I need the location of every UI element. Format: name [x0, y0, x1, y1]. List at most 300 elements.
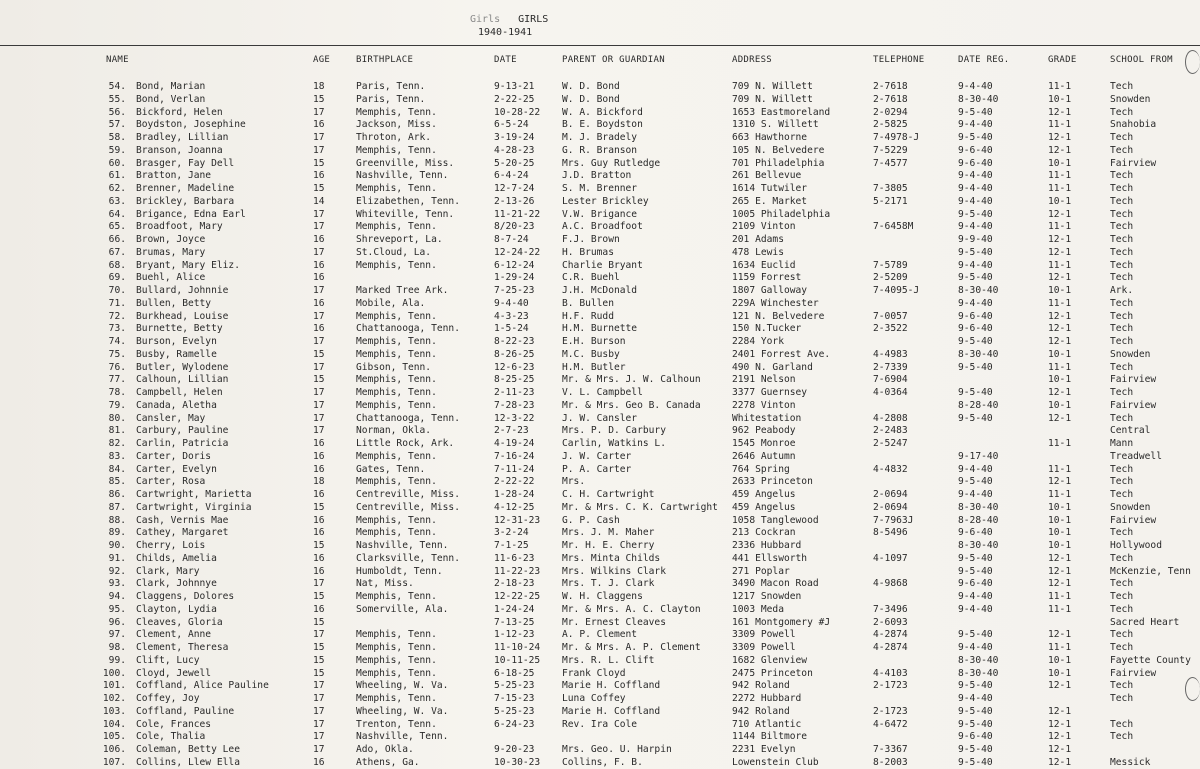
student-age: 16: [313, 234, 325, 245]
parent-guardian: Collins, F. B.: [562, 756, 643, 768]
student-age: 16: [313, 259, 325, 271]
school-from: Tech: [1110, 246, 1134, 258]
student-age: 17: [313, 361, 325, 373]
birth-date: 6-4-24: [494, 170, 529, 182]
student-age: 17: [313, 412, 325, 424]
table-row: [0, 743, 1200, 756]
col-school-header: SCHOOL FROM: [1110, 55, 1173, 65]
telephone: 2-5825: [873, 119, 908, 131]
grade: 12-1: [1048, 246, 1072, 258]
date-registered: 9-6-40: [958, 527, 993, 539]
student-name: Clayton, Lydia: [136, 603, 217, 615]
parent-guardian: Carlin, Watkins L.: [562, 438, 666, 449]
table-row: [0, 208, 1200, 221]
birthplace: Memphis, Tenn.: [356, 591, 437, 602]
parent-guardian: Mrs. T. J. Clark: [562, 578, 655, 590]
birth-date: 5-20-25: [494, 157, 535, 169]
margin-bracket: [1185, 50, 1200, 74]
student-name: Busby, Ramelle: [136, 348, 217, 360]
row-number: 101.: [102, 680, 126, 692]
date-registered: 9-5-40: [958, 629, 993, 641]
school-from: Tech: [1110, 731, 1134, 743]
telephone: 5-2171: [873, 195, 908, 207]
parent-guardian: H. Brumas: [562, 246, 614, 258]
parent-guardian: G. P. Cash: [562, 514, 620, 526]
telephone: 7-4095-J: [873, 285, 920, 296]
address: 1058 Tanglewood: [732, 514, 819, 526]
student-age: 18: [313, 476, 325, 488]
birthplace: Memphis, Tenn.: [356, 476, 437, 488]
row-number: 72.: [108, 310, 126, 322]
col-grade-header: GRADE: [1048, 55, 1077, 65]
birthplace: Memphis, Tenn.: [356, 693, 437, 704]
school-from: Fairview: [1110, 667, 1157, 679]
margin-bracket: [1185, 677, 1200, 701]
school-from: Tech: [1110, 591, 1134, 602]
table-row: [0, 616, 1200, 629]
grade: 12-1: [1048, 106, 1072, 118]
birthplace: Trenton, Tenn.: [356, 718, 437, 730]
date-registered: 8-30-40: [958, 667, 999, 679]
student-name: Campbell, Helen: [136, 387, 223, 398]
telephone: 2-6093: [873, 616, 908, 628]
grade: 12-1: [1048, 323, 1072, 335]
row-number: 74.: [108, 336, 126, 347]
birthplace: Memphis, Tenn.: [356, 629, 437, 641]
telephone: 4-6472: [873, 718, 908, 730]
school-from: Tech: [1110, 527, 1134, 539]
birth-date: 4-3-23: [494, 310, 529, 322]
row-number: 84.: [108, 463, 126, 475]
date-registered: 9-5-40: [958, 718, 993, 730]
grade: 11-1: [1048, 642, 1072, 653]
student-name: Childs, Amelia: [136, 552, 217, 564]
table-row: [0, 169, 1200, 182]
school-from: Snowden: [1110, 348, 1151, 360]
school-year: 1940-1941: [478, 27, 533, 38]
student-age: 15: [313, 183, 325, 194]
date-registered: 9-5-40: [958, 476, 993, 488]
col-date-header: DATE: [494, 55, 517, 65]
birth-date: 8/20-23: [494, 221, 535, 233]
table-row: [0, 106, 1200, 119]
student-name: Boydston, Josephine: [136, 119, 246, 131]
address: 1634 Euclid: [732, 259, 796, 271]
parent-guardian: M.C. Busby: [562, 348, 620, 360]
student-name: Branson, Joanna: [136, 144, 223, 156]
address: 478 Lewis: [732, 246, 784, 258]
grade: 10-1: [1048, 540, 1072, 551]
row-number: 89.: [108, 527, 126, 539]
parent-guardian: B. Bullen: [562, 297, 614, 309]
school-from: Hollywood: [1110, 540, 1162, 551]
student-name: Brickley, Barbara: [136, 195, 235, 207]
date-registered: 9-6-40: [958, 731, 993, 743]
student-name: Cansler, May: [136, 412, 206, 424]
telephone: 4-9868: [873, 578, 908, 590]
parent-guardian: Mrs. R. L. Clift: [562, 654, 655, 666]
telephone: 7-3496: [873, 603, 908, 615]
telephone: 7-5229: [873, 144, 908, 156]
table-row: [0, 654, 1200, 667]
student-name: Burkhead, Louise: [136, 310, 229, 322]
address: 709 N. Willett: [732, 93, 813, 105]
table-row: [0, 488, 1200, 501]
birthplace: Nashville, Tenn.: [356, 540, 449, 551]
student-age: 16: [313, 565, 325, 577]
school-from: Tech: [1110, 489, 1134, 500]
grade: 11-1: [1048, 170, 1072, 182]
school-from: Fairview: [1110, 157, 1157, 169]
table-row: [0, 386, 1200, 399]
date-registered: 8-30-40: [958, 501, 999, 513]
address: 1217 Snowden: [732, 591, 802, 602]
address: 942 Roland: [732, 680, 790, 692]
parent-guardian: H.M. Burnette: [562, 323, 638, 335]
parent-guardian: Charlie Bryant: [562, 259, 643, 271]
student-name: Cloyd, Jewell: [136, 667, 212, 679]
birth-date: 2-13-26: [494, 195, 535, 207]
school-from: Tech: [1110, 629, 1134, 641]
address: 2633 Princeton: [732, 476, 813, 488]
date-registered: 8-28-40: [958, 514, 999, 526]
row-number: 80.: [108, 412, 126, 424]
table-row: [0, 361, 1200, 374]
address: 2475 Princeton: [732, 667, 813, 679]
date-registered: 9-5-40: [958, 680, 993, 692]
birthplace: Memphis, Tenn.: [356, 642, 437, 653]
grade: 11-1: [1048, 603, 1072, 615]
date-registered: 9-4-40: [958, 463, 993, 475]
date-registered: 9-4-40: [958, 603, 993, 615]
birth-date: 9-13-21: [494, 81, 535, 92]
date-registered: 9-5-40: [958, 705, 993, 717]
parent-guardian: B. E. Boydston: [562, 119, 643, 131]
birthplace: Nashville, Tenn.: [356, 170, 449, 182]
student-age: 15: [313, 667, 325, 679]
table-row: [0, 526, 1200, 539]
grade: 12-1: [1048, 718, 1072, 730]
parent-guardian: V. L. Campbell: [562, 387, 643, 398]
birth-date: 6-18-25: [494, 667, 535, 679]
address: 2109 Vinton: [732, 221, 796, 233]
birthplace: Memphis, Tenn.: [356, 387, 437, 398]
student-age: 17: [313, 578, 325, 590]
row-number: 93.: [108, 578, 126, 590]
row-number: 56.: [108, 106, 126, 118]
student-name: Carter, Evelyn: [136, 463, 217, 475]
row-number: 97.: [108, 629, 126, 641]
table-row: [0, 475, 1200, 488]
student-age: 17: [313, 132, 325, 143]
page-title: [470, 14, 548, 25]
school-from: Messick: [1110, 756, 1151, 768]
student-age: 16: [313, 603, 325, 615]
student-name: Brumas, Mary: [136, 246, 206, 258]
parent-guardian: Rev. Ira Cole: [562, 718, 638, 730]
table-row: [0, 182, 1200, 195]
date-registered: 9-6-40: [958, 157, 993, 169]
student-name: Brigance, Edna Earl: [136, 208, 246, 220]
school-from: Snahobia: [1110, 119, 1157, 131]
telephone: 7-0057: [873, 310, 908, 322]
telephone: 7-7963J: [873, 514, 914, 526]
student-name: Bond, Marian: [136, 81, 206, 92]
birthplace: Humboldt, Tenn.: [356, 565, 443, 577]
address: 105 N. Belvedere: [732, 144, 825, 156]
table-row: [0, 246, 1200, 259]
birth-date: 6-24-23: [494, 718, 535, 730]
student-age: 16: [313, 323, 325, 335]
student-age: 16: [313, 272, 325, 284]
student-name: Canada, Aletha: [136, 399, 217, 411]
student-name: Bullard, Johnnie: [136, 285, 229, 296]
parent-guardian: J. W. Carter: [562, 450, 632, 462]
table-row: [0, 539, 1200, 552]
grade: 10-1: [1048, 667, 1072, 679]
birth-date: 12-6-23: [494, 361, 535, 373]
student-name: Cash, Vernis Mae: [136, 514, 229, 526]
row-number: 81.: [108, 425, 126, 437]
parent-guardian: C.R. Buehl: [562, 272, 620, 284]
school-from: Tech: [1110, 718, 1134, 730]
grade: 10-1: [1048, 93, 1072, 105]
table-row: [0, 679, 1200, 692]
birthplace: Gibson, Tenn.: [356, 361, 432, 373]
table-row: [0, 412, 1200, 425]
birthplace: Jackson, Miss.: [356, 119, 437, 131]
table-row: [0, 93, 1200, 106]
address: 1682 Glenview: [732, 654, 808, 666]
school-from: Fairview: [1110, 514, 1157, 526]
birthplace: Memphis, Tenn.: [356, 374, 437, 386]
grade: 12-1: [1048, 336, 1072, 347]
student-name: Carlin, Patricia: [136, 438, 229, 449]
table-row: [0, 399, 1200, 412]
row-number: 87.: [108, 501, 126, 513]
telephone: 2-5209: [873, 272, 908, 284]
grade: 10-1: [1048, 654, 1072, 666]
row-number: 70.: [108, 285, 126, 296]
address: 962 Peabody: [732, 425, 796, 437]
table-row: [0, 705, 1200, 718]
student-age: 17: [313, 425, 325, 437]
table-row: [0, 590, 1200, 603]
date-registered: 9-4-40: [958, 693, 993, 704]
birth-date: 7-16-24: [494, 450, 535, 462]
table-row: [0, 730, 1200, 743]
grade: 12-1: [1048, 310, 1072, 322]
school-from: Tech: [1110, 642, 1134, 653]
birth-date: 12-3-22: [494, 412, 535, 424]
birthplace: Memphis, Tenn.: [356, 654, 437, 666]
grade: 10-1: [1048, 399, 1072, 411]
student-age: 15: [313, 540, 325, 551]
grade: 12-1: [1048, 387, 1072, 398]
birth-date: 12-7-24: [494, 183, 535, 194]
date-registered: 9-9-40: [958, 234, 993, 245]
grade: 12-1: [1048, 680, 1072, 692]
col-age-header: AGE: [313, 55, 331, 65]
parent-guardian: Mr. & Mrs. A. P. Clement: [562, 642, 701, 653]
telephone: 7-5789: [873, 259, 908, 271]
birthplace: Chattanooga, Tenn.: [356, 412, 460, 424]
date-registered: 9-6-40: [958, 144, 993, 156]
telephone: 2-7339: [873, 361, 908, 373]
col-birthplace-header: BIRTHPLACE: [356, 55, 414, 65]
student-age: 15: [313, 157, 325, 169]
telephone: 7-6904: [873, 374, 908, 386]
date-registered: 9-6-40: [958, 578, 993, 590]
school-from: Tech: [1110, 170, 1134, 182]
school-from: Mann: [1110, 438, 1134, 449]
grade: 12-1: [1048, 552, 1072, 564]
birth-date: 9-20-23: [494, 744, 535, 755]
address: 265 E. Market: [732, 195, 808, 207]
table-row: [0, 692, 1200, 705]
row-number: 79.: [108, 399, 126, 411]
grade: 12-1: [1048, 705, 1072, 717]
birthplace: Memphis, Tenn.: [356, 514, 437, 526]
address: 764 Spring: [732, 463, 790, 475]
student-name: Coffey, Joy: [136, 693, 200, 704]
telephone: 4-4103: [873, 667, 908, 679]
birthplace: Wheeling, W. Va.: [356, 680, 449, 692]
birth-date: 8-22-23: [494, 336, 535, 347]
birth-date: 10-28-22: [494, 106, 541, 118]
birthplace: Mobile, Ala.: [356, 297, 426, 309]
school-from: Tech: [1110, 132, 1134, 143]
date-registered: 9-5-40: [958, 106, 993, 118]
row-number: 104.: [102, 718, 126, 730]
row-number: 68.: [108, 259, 126, 271]
parent-guardian: H.F. Rudd: [562, 310, 614, 322]
telephone: 8-5496: [873, 527, 908, 539]
school-from: Tech: [1110, 195, 1134, 207]
date-registered: 9-6-40: [958, 323, 993, 335]
birthplace: Elizabethen, Tenn.: [356, 195, 460, 207]
birthplace: Centreville, Miss.: [356, 501, 460, 513]
student-name: Cherry, Lois: [136, 540, 206, 551]
header-rule: [0, 45, 1200, 46]
date-registered: 9-4-40: [958, 81, 993, 92]
birth-date: 4-12-25: [494, 501, 535, 513]
student-age: 15: [313, 501, 325, 513]
parent-guardian: S. M. Brenner: [562, 183, 638, 194]
grade: 10-1: [1048, 501, 1072, 513]
address: 701 Philadelphia: [732, 157, 825, 169]
student-age: 16: [313, 756, 325, 768]
parent-guardian: P. A. Carter: [562, 463, 632, 475]
student-name: Bratton, Jane: [136, 170, 212, 182]
address: 2284 York: [732, 336, 784, 347]
student-name: Bond, Verlan: [136, 93, 206, 105]
telephone: 4-4832: [873, 463, 908, 475]
parent-guardian: Luna Coffey: [562, 693, 626, 704]
date-registered: 9-5-40: [958, 387, 993, 398]
parent-guardian: Mrs. P. D. Carbury: [562, 425, 666, 437]
student-name: Burson, Evelyn: [136, 336, 217, 347]
student-name: Clark, Mary: [136, 565, 200, 577]
student-name: Buehl, Alice: [136, 272, 206, 284]
school-from: Tech: [1110, 272, 1134, 284]
parent-guardian: C. H. Cartwright: [562, 489, 655, 500]
telephone: 2-1723: [873, 705, 908, 717]
school-from: Tech: [1110, 144, 1134, 156]
telephone: 4-2808: [873, 412, 908, 424]
school-from: Sacred Heart: [1110, 616, 1180, 628]
address: 1614 Tutwiler: [732, 183, 808, 194]
address: 2272 Hubbard: [732, 693, 802, 704]
school-from: Central: [1110, 425, 1151, 437]
parent-guardian: Mrs.: [562, 476, 586, 488]
date-registered: 9-6-40: [958, 310, 993, 322]
student-age: 14: [313, 195, 325, 207]
row-number: 69.: [108, 272, 126, 284]
date-registered: 9-5-40: [958, 272, 993, 284]
birthplace: Memphis, Tenn.: [356, 310, 437, 322]
grade: 12-1: [1048, 578, 1072, 590]
row-number: 86.: [108, 489, 126, 500]
table-row: [0, 437, 1200, 450]
row-number: 103.: [102, 705, 126, 717]
row-number: 78.: [108, 387, 126, 398]
row-number: 91.: [108, 552, 126, 564]
address: 150 N.Tucker: [732, 323, 802, 335]
row-number: 85.: [108, 476, 126, 488]
student-name: Cartwright, Marietta: [136, 489, 252, 500]
address: 1545 Monroe: [732, 438, 796, 449]
grade: 12-1: [1048, 731, 1072, 743]
student-name: Carter, Doris: [136, 450, 212, 462]
school-from: Tech: [1110, 387, 1134, 398]
row-number: 99.: [108, 654, 126, 666]
parent-guardian: W. A. Bickford: [562, 106, 643, 118]
faded-title: Girls: [470, 14, 501, 25]
table-row: [0, 373, 1200, 386]
row-number: 61.: [108, 170, 126, 182]
table-row: [0, 603, 1200, 616]
birth-date: 3-2-24: [494, 527, 529, 539]
row-number: 88.: [108, 514, 126, 526]
telephone: 2-1723: [873, 680, 908, 692]
col-parent-header: PARENT OR GUARDIAN: [562, 55, 665, 65]
birth-date: 11-6-23: [494, 552, 535, 564]
grade: 10-1: [1048, 157, 1072, 169]
student-age: 17: [313, 705, 325, 717]
telephone: 2-0294: [873, 106, 908, 118]
col-telephone-header: TELEPHONE: [873, 55, 925, 65]
student-name: Calhoun, Lillian: [136, 374, 229, 386]
table-row: [0, 322, 1200, 335]
row-number: 71.: [108, 297, 126, 309]
student-name: Butler, Wylodene: [136, 361, 229, 373]
col-date-reg-header: DATE REG.: [958, 55, 1010, 65]
birthplace: Athens, Ga.: [356, 756, 420, 768]
birth-date: 3-19-24: [494, 132, 535, 143]
address: 459 Angelus: [732, 501, 796, 513]
table-row: [0, 335, 1200, 348]
birthplace: Clarksville, Tenn.: [356, 552, 460, 564]
telephone: 8-2003: [873, 756, 908, 768]
address: 1005 Philadelphia: [732, 208, 831, 220]
birth-date: 2-11-23: [494, 387, 535, 398]
school-from: Fayette County: [1110, 654, 1191, 666]
school-from: Fairview: [1110, 374, 1157, 386]
birthplace: Memphis, Tenn.: [356, 450, 437, 462]
birth-date: 11-21-22: [494, 208, 541, 220]
parent-guardian: J. W. Cansler: [562, 412, 638, 424]
